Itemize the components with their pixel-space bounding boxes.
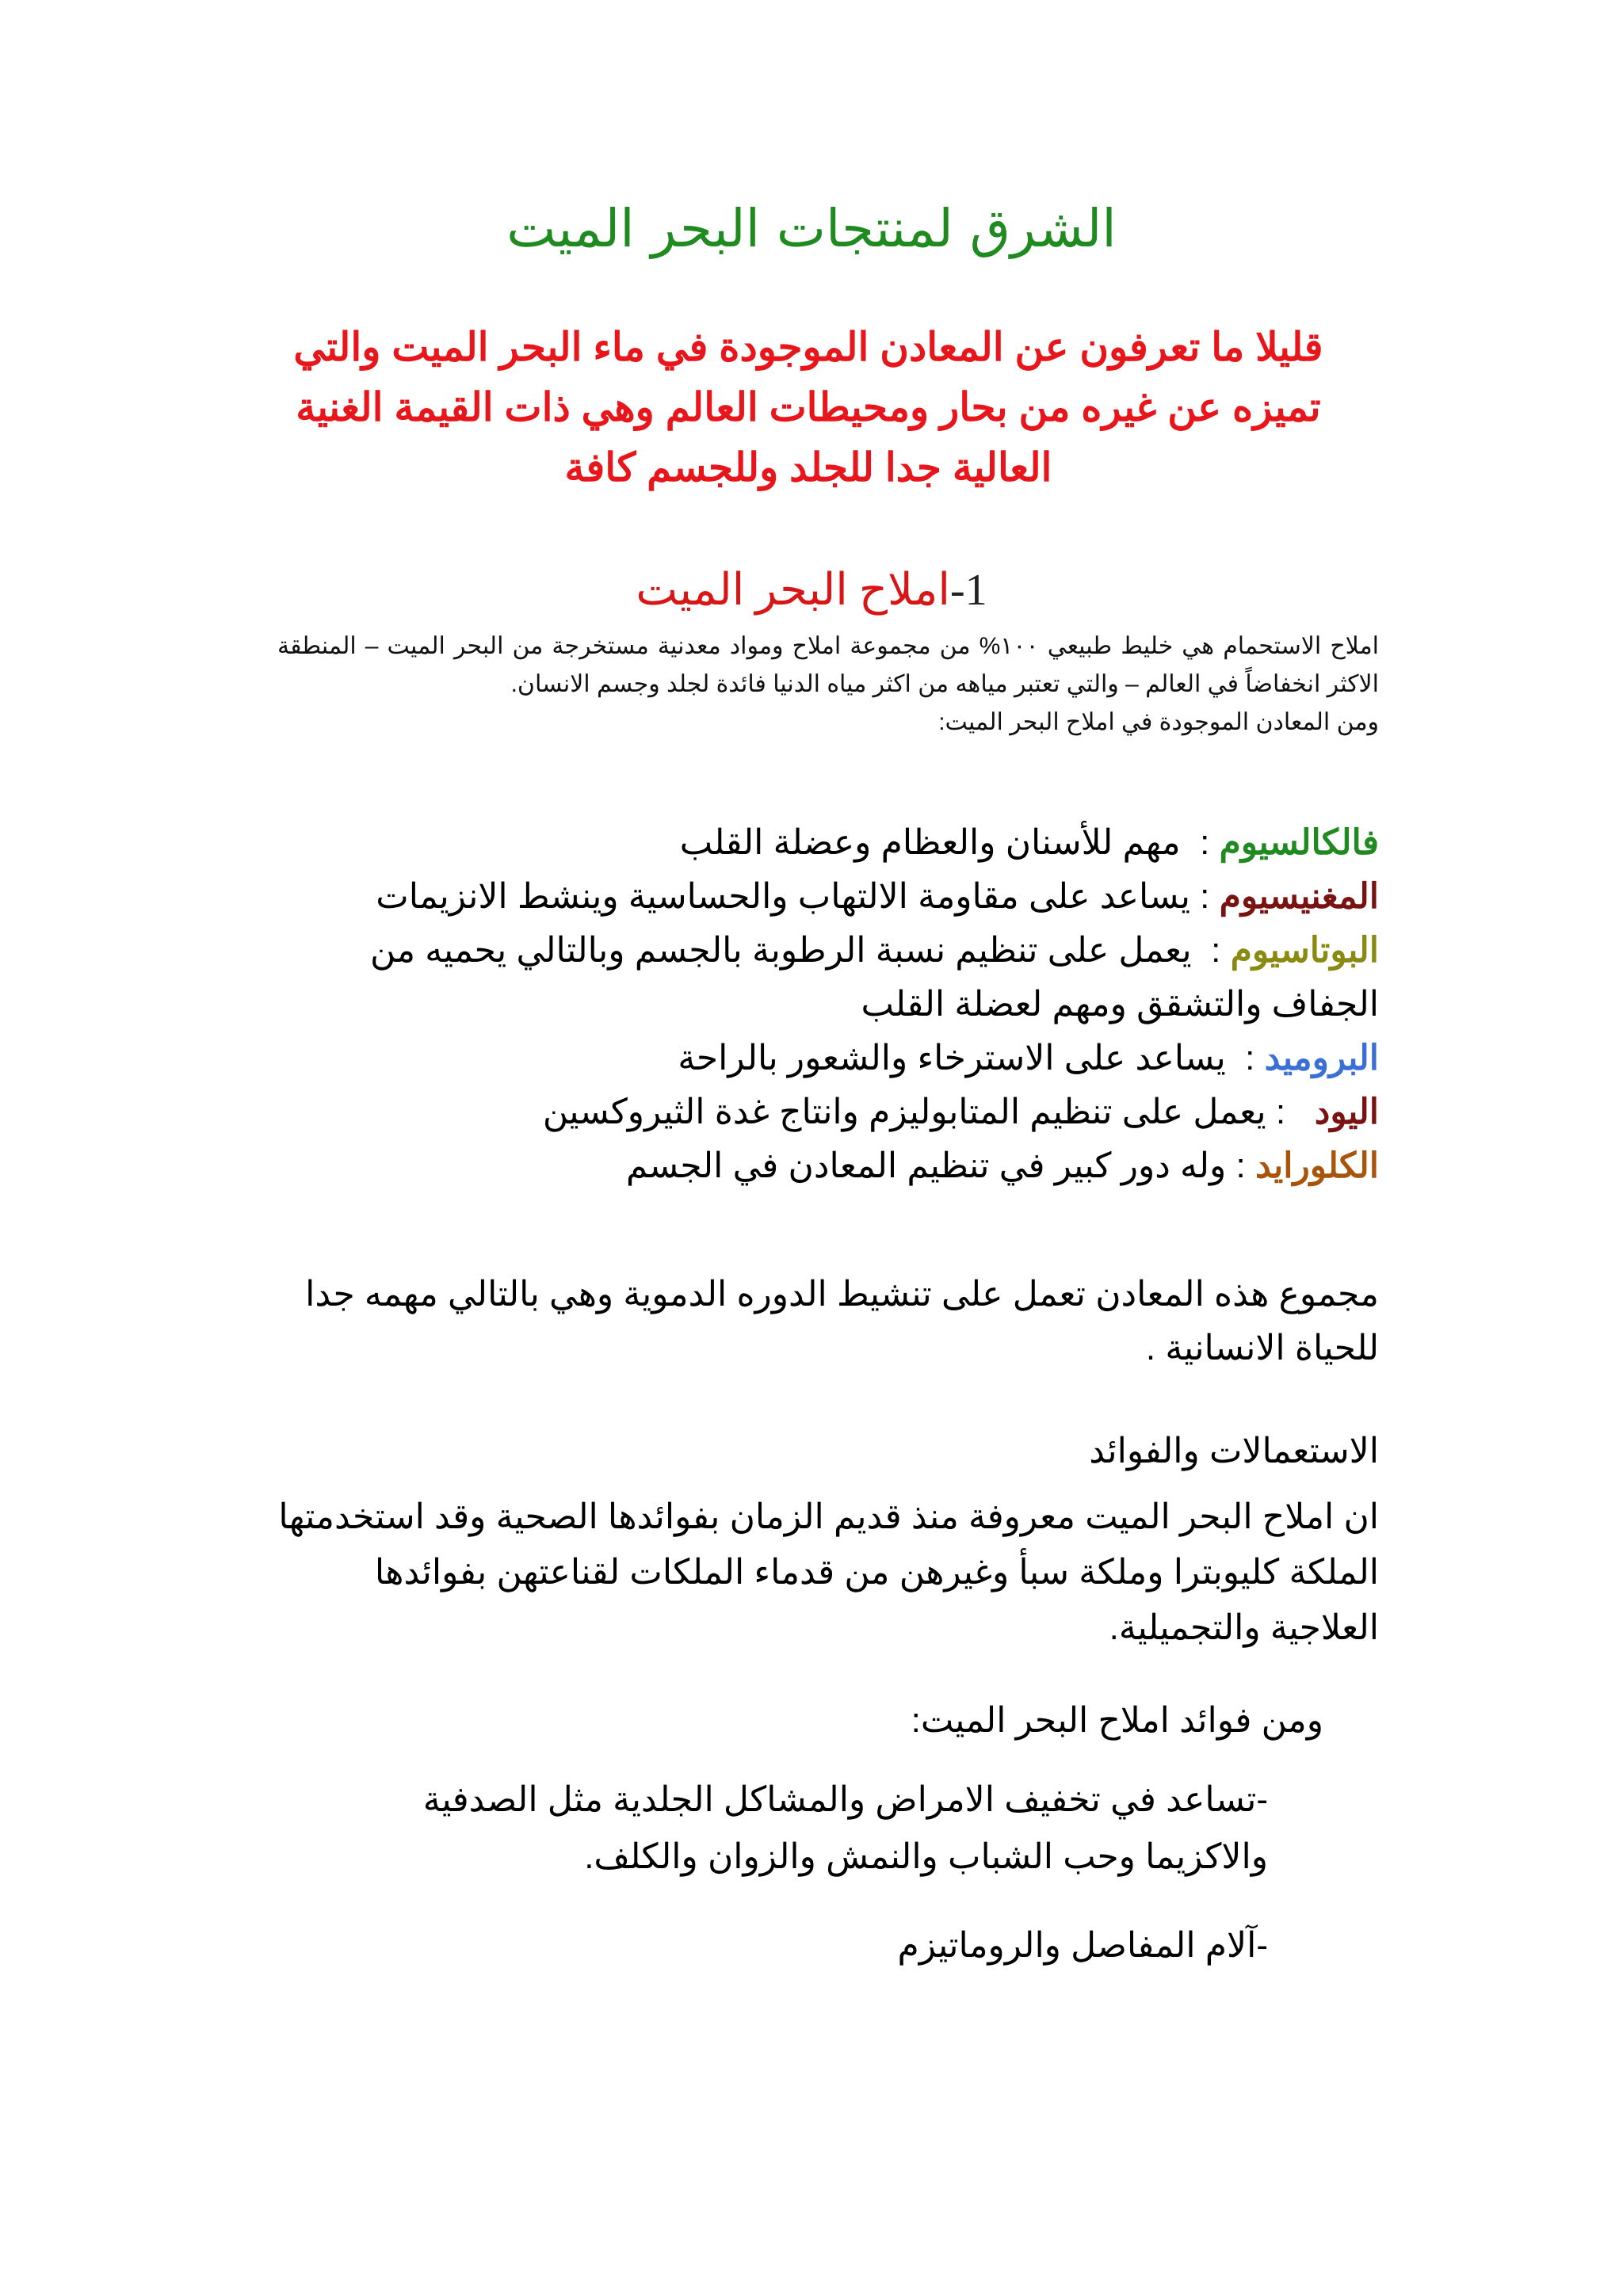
mineral-name: فالكالسيوم xyxy=(1219,823,1379,862)
mineral-name: اليود xyxy=(1314,1093,1379,1131)
bath-salts-paragraph xyxy=(277,627,1379,742)
benefit-item: -تساعد في تخفيف الامراض والمشاكل الجلدية مثل الصدفية والاكزيما وحب الشباب والنمش والزوان والكلف. xyxy=(422,1780,1268,1876)
summary-paragraph: مجموع هذه المعادن تعمل على تنشيط الدوره الدموية وهي بالتالي مهمه جدا للحياة الانسانية . xyxy=(305,1275,1379,1367)
mineral-separator: : xyxy=(1190,823,1220,862)
section-1-number: 1- xyxy=(949,566,987,615)
page-title: الشرق لمنتجات البحر الميت xyxy=(506,198,1117,259)
mineral-description: يعمل على تنظيم نسبة الرطوبة بالجسم وبالتالي يحميه من الجفاف والتشقق ومهم لعضلة القلب xyxy=(370,931,1379,1024)
intro-paragraph: قليلا ما تعرفون عن المعادن الموجودة في ماء البحر الميت والتي تميزه عن غيره من بحار ومحيطات العالم وهي ذات القيمة الغنية العالية جدا للجلد وللجسم كافة xyxy=(293,325,1323,490)
mineral-description: يعمل على تنظيم المتابوليزم وانتاج غدة الثيروكسين xyxy=(542,1093,1266,1131)
mineral-name: الكلورايد xyxy=(1254,1146,1379,1185)
mineral-description: يساعد على مقاومة الالتهاب والحساسية وينشط الانزيمات xyxy=(376,877,1190,916)
bath-salts-description: املاح الاستحمام هي خليط طبيعي ١٠٠% من مجموعة املاح ومواد معدنية مستخرجة من البحر الميت – المنطقة الاكثر انخفاضاً في العالم – والتي تعتبر مياهه من اكثر مياه الدنيا فائدة لجلد وجسم الانسان. xyxy=(277,633,1379,697)
mineral-item xyxy=(262,1139,1379,1193)
benefits-heading-text: ومن فوائد املاح البحر الميت: xyxy=(911,1701,1323,1740)
mineral-item xyxy=(262,1032,1379,1085)
benefits-heading xyxy=(269,1700,1379,1741)
benefit-item: -آلام المفاصل والروماتيزم xyxy=(897,1926,1268,1965)
mineral-separator: : xyxy=(1226,1146,1255,1185)
minerals-list xyxy=(262,816,1379,1193)
mineral-separator: : xyxy=(1190,877,1220,916)
mineral-separator: : xyxy=(1266,1093,1315,1131)
mineral-description: يساعد على الاسترخاء والشعور بالراحة xyxy=(678,1039,1235,1077)
mineral-separator: : xyxy=(1235,1039,1265,1077)
mineral-separator: : xyxy=(1201,931,1231,970)
mineral-item xyxy=(262,816,1379,870)
minerals-intro: ومن المعادن الموجودة في املاح البحر الميت: xyxy=(938,709,1379,735)
mineral-description: مهم للأسنان والعظام وعضلة القلب xyxy=(679,823,1190,862)
mineral-item xyxy=(262,924,1379,1032)
section-1-title: املاح البحر الميت xyxy=(636,566,950,615)
mineral-item xyxy=(262,870,1379,924)
mineral-item xyxy=(262,1085,1379,1139)
section-1-heading xyxy=(0,564,1623,616)
mineral-name: البوتاسيوم xyxy=(1230,931,1379,970)
uses-heading: الاستعمالات والفوائد xyxy=(1089,1432,1379,1470)
mineral-description: وله دور كبير في تنظيم المعادن في الجسم xyxy=(625,1146,1227,1185)
uses-paragraph: ان املاح البحر الميت معروفة منذ قديم الزمان بفوائدها الصحية وقد استخدمتها الملكة كليوبترا وملكة سبأ وغيرهن من قدماء الملكات لقناعتهن بفوائدها العلاجية والتجميلية. xyxy=(278,1497,1379,1647)
mineral-name: البروميد xyxy=(1264,1039,1379,1077)
mineral-name: المغنيسيوم xyxy=(1219,877,1379,916)
